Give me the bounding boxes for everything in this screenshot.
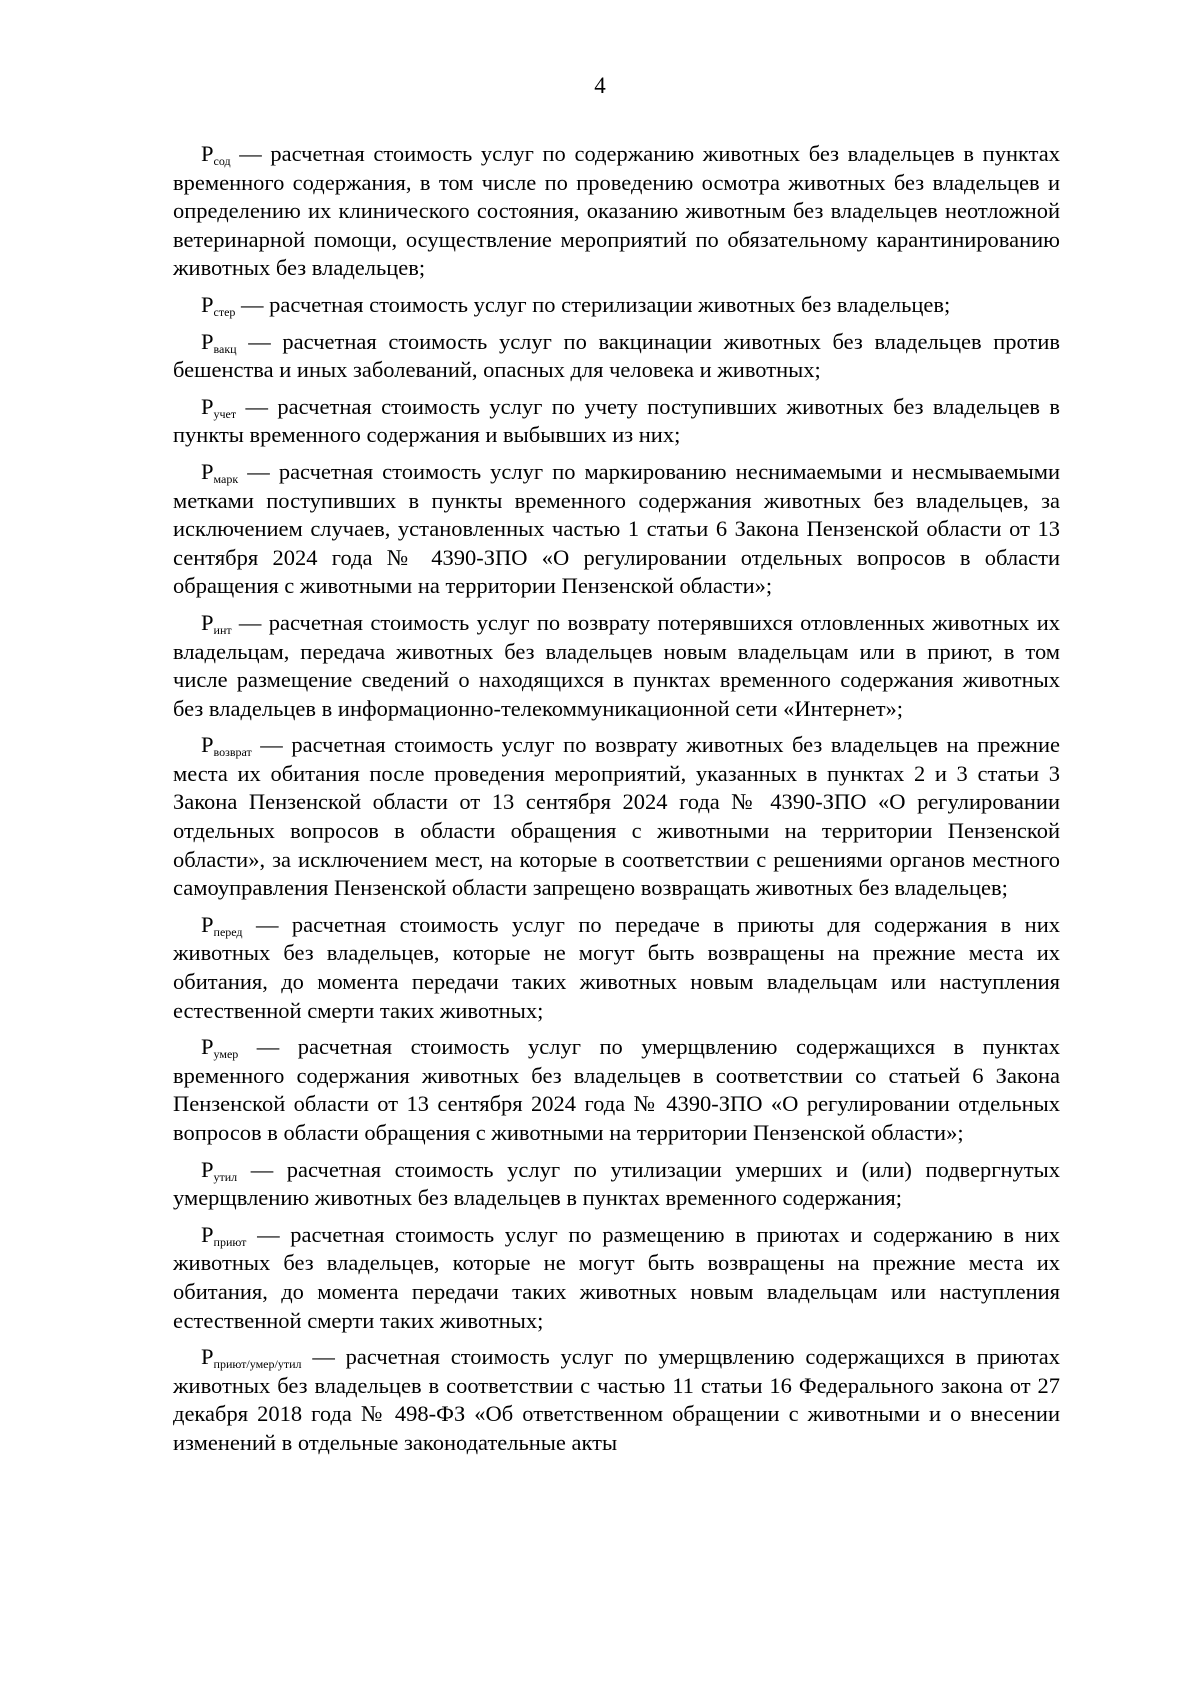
page-number: 4 [594, 73, 606, 98]
cost-symbol: $P_{стер}$ [201, 291, 236, 319]
cost-symbol: $P_{возврат}$ [201, 732, 252, 760]
definition-paragraph [173, 1221, 1060, 1335]
cost-symbol: $P_{вакц}$ [201, 328, 237, 356]
symbol-subscript: сод [213, 154, 231, 168]
cost-symbol: $P_{приют/умер/утил}$ [201, 1344, 302, 1372]
definition-text: — расчетная стоимость услуг по возврату потерявшихся отловленных животных их владельцам, передача животных без владельцев новым владельцам или в приют, в том числе размещение сведений о находящихся в пунктах временного содержания животных без владельцев в информационно-телекоммуникационной сети «Интернет»; [173, 609, 1060, 721]
definition-paragraph [173, 458, 1060, 601]
symbol-subscript: утил [213, 1169, 238, 1184]
symbol-subscript: вакц [213, 341, 237, 356]
definition-text: — расчетная стоимость услуг по утилизации умерших и (или) подвергнутых умерщвлению животных без владельцев в пунктах временного содержания; [173, 1156, 1060, 1211]
cost-symbol: $P_{умер}$ [201, 1034, 239, 1062]
definition-paragraph [173, 291, 1060, 320]
symbol-subscript: стер [213, 304, 236, 319]
definition-paragraph [173, 609, 1060, 723]
definition-text: — расчетная стоимость услуг по учету поступивших животных без владельцев в пункты временного содержания и выбывших из них; [173, 393, 1060, 448]
cost-symbol: $P_{приют}$ [201, 1221, 247, 1249]
cost-symbol: $P_{инт}$ [201, 609, 232, 637]
definition-text: — расчетная стоимость услуг по содержанию животных без владельцев в пунктах временного содержания, в том числе по проведению осмотра животных без владельцев и определению их клинического состояния, оказанию животным без владельцев неотложной ветеринарной помощи, осуществление мероприятий по обязательному карантинированию животных без владельцев; [173, 141, 1060, 281]
definition-paragraph [173, 140, 1060, 283]
definition-paragraph [173, 1033, 1060, 1147]
definition-paragraph [173, 393, 1060, 450]
definition-text: — расчетная стоимость услуг по маркированию неснимаемыми и несмываемыми метками поступивших в пункты временного содержания животных без владельцев, за исключением случаев, установленных частью 1 статьи 6 Закона Пензенской области от 13 сентября 2024 года № 4390-ЗПО «О регулировании отдельных вопросов в области обращения с животными на территории Пензенской области»; [173, 458, 1060, 599]
symbol-subscript: перед [213, 924, 243, 939]
definition-paragraph [173, 731, 1060, 903]
cost-symbol: $P_{утил}$ [201, 1156, 238, 1184]
symbol-subscript: приют/умер/утил [213, 1357, 302, 1372]
symbol-subscript: приют [213, 1234, 247, 1249]
cost-symbol: $P_{сод}$ [201, 141, 231, 168]
definitions-list [173, 140, 1060, 1466]
definition-text: — расчетная стоимость услуг по умерщвлению содержащихся в пунктах временного содержания животных без владельцев в соответствии со статьей 6 Закона Пензенской области от 13 сентября 2024 года № 4390-ЗПО «О регулировании отдельных вопросов в области обращения с животными на территории Пензенской области»; [173, 1034, 1060, 1145]
symbol-subscript: возврат [213, 745, 252, 760]
definition-text: — расчетная стоимость услуг по вакцинации животных без владельцев против бешенства и иных заболеваний, опасных для человека и животных; [173, 328, 1060, 383]
symbol-subscript: инт [213, 622, 232, 637]
symbol-subscript: марк [213, 471, 239, 486]
definition-paragraph [173, 1156, 1060, 1213]
cost-symbol: $P_{учет}$ [201, 393, 237, 421]
symbol-subscript: умер [213, 1047, 239, 1062]
cost-symbol: $P_{марк}$ [201, 458, 239, 486]
definition-paragraph [173, 1343, 1060, 1457]
definition-text: — расчетная стоимость услуг по стерилизации животных без владельцев; [235, 291, 951, 317]
symbol-subscript: учет [213, 406, 237, 421]
definition-text: — расчетная стоимость услуг по умерщвлению содержащихся в приютах животных без владельцев в соответствии с частью 11 статьи 16 Федерального закона от 27 декабря 2018 года № 498-ФЗ «Об ответственном обращении с животными и о внесении изменений в отдельные законодательные акты [173, 1344, 1060, 1455]
definition-text: — расчетная стоимость услуг по размещению в приютах и содержанию в них животных без владельцев, которые не могут быть возвращены на прежние места их обитания, до момента передачи таких животных новым владельцам или наступления естественной смерти таких животных; [173, 1221, 1060, 1333]
definition-text: — расчетная стоимость услуг по передаче в приюты для содержания в них животных без владельцев, которые не могут быть возвращены на прежние места их обитания, до момента передачи таких животных новым владельцам или наступления естественной смерти таких животных; [173, 911, 1060, 1023]
cost-symbol: $P_{перед}$ [201, 911, 243, 939]
definition-paragraph [173, 911, 1060, 1025]
definition-paragraph [173, 328, 1060, 385]
definition-text: — расчетная стоимость услуг по возврату животных без владельцев на прежние места их обитания после проведения мероприятий, указанных в пунктах 2 и 3 статьи 3 Закона Пензенской области от 13 сентября 2024 года № 4390-ЗПО «О регулировании отдельных вопросов в области обращения с животными на территории Пензенской области», за исключением мест, на которые в соответствии с решениями органов местного самоуправления Пензенской области запрещено возвращать животных без владельцев; [173, 732, 1060, 901]
